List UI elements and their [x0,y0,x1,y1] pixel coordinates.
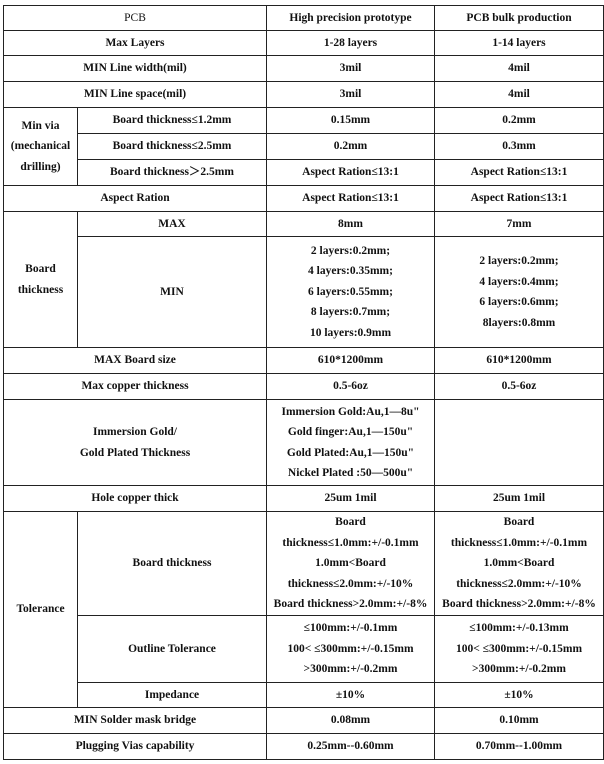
bulk-value: 4mil [435,56,604,82]
label-line: Min via [21,119,60,132]
label-line: Immersion Gold/ [92,426,177,438]
value-line: 8 layers:0.7mm; [310,306,391,319]
prototype-value: ±10% [267,683,435,708]
table-row [4,374,604,400]
prototype-value: 8mm [267,212,435,237]
table-row [4,56,604,82]
bulk-value: 0.5-6oz [435,374,604,400]
sub-label: Board thickness＞2.5mm [78,160,267,186]
value-line: >300mm:+/-0.2mm [472,663,566,676]
value-line: 8layers:0.8mm [482,316,556,329]
label-line: thickness [17,283,64,296]
value-line: ≤100mm:+/-0.13mm [469,622,569,635]
header-prototype: High precision prototype [267,6,435,31]
min-via-label [4,108,78,186]
value-line: Gold Plated:Au,1—150u" [286,446,415,459]
prototype-value: 0.25mm--0.60mm [267,734,435,760]
prototype-value [267,616,435,683]
table-row [4,31,604,56]
prototype-value: 25um 1mil [267,486,435,512]
bulk-value: 610*1200mm [435,348,604,374]
sub-label: Board thickness [78,512,267,616]
tolerance-label: Tolerance [4,512,78,708]
bulk-value: Aspect Ration≤13:1 [435,160,604,186]
header-bulk: PCB bulk production [435,6,604,31]
value-line: 1.0mm<Board [483,557,555,570]
bulk-value: 0.70mm--1.00mm [435,734,604,760]
sub-label: Impedance [78,683,267,708]
table-row [4,616,604,683]
bulk-value [435,237,604,348]
bulk-value: 25um 1mil [435,486,604,512]
prototype-value [267,237,435,348]
value-line: 6 layers:0.55mm; [308,285,393,298]
row-label: Max Layers [4,31,267,56]
row-label: MIN Line space(mil) [4,82,267,108]
bulk-value: 1-14 layers [435,31,604,56]
table-row [4,734,604,760]
gold-thickness-label [4,400,267,486]
value-line: thickness≤1.0mm:+/-0.1mm [282,536,419,549]
label-line: drilling) [20,160,61,173]
value-line: 2 layers:0.2mm; [310,244,391,257]
row-label: Hole copper thick [4,486,267,512]
value-line: thickness≤2.0mm:+/-10% [456,577,582,590]
value-line: 4 layers:0.4mm; [479,275,559,288]
bulk-value: 0.3mm [435,134,604,160]
value-line: Board [335,516,366,529]
value-line: >300mm:+/-0.2mm [303,663,398,676]
prototype-value: 610*1200mm [267,348,435,374]
value-line: 6 layers:0.6mm; [479,296,559,308]
row-label: Aspect Ration [4,186,267,212]
value-line: thickness≤1.0mm:+/-0.1mm [450,536,588,549]
table-row [4,160,604,186]
table-row [4,82,604,108]
value-line: 100< ≤300mm:+/-0.15mm [455,642,583,655]
row-label: Plugging Vias capability [4,734,267,760]
table-row [4,512,604,616]
bulk-value: 0.10mm [435,708,604,734]
value-line: Board [503,516,535,529]
header-pcb: PCB [4,6,267,31]
table-row [4,486,604,512]
value-line: thickness≤2.0mm:+/-10% [287,577,414,590]
sub-label: Outline Tolerance [78,616,267,683]
prototype-value: 0.5-6oz [267,374,435,400]
prototype-value: 3mil [267,82,435,108]
gold-thickness-value [267,400,435,486]
label-line: Gold Plated Thickness [79,446,191,459]
board-thickness-label [4,212,78,348]
value-line: Immersion Gold:Au,1—8u" [281,405,420,418]
value-line: 10 layers:0.9mm [309,326,392,339]
row-label: MAX Board size [4,348,267,374]
pcb-capability-table [3,5,604,760]
table-row [4,108,604,134]
label-line: Board [25,263,56,275]
prototype-value: 3mil [267,56,435,82]
table-row [4,237,604,348]
bulk-value: 0.2mm [435,108,604,134]
bulk-value: 4mil [435,82,604,108]
bulk-value: 7mm [435,212,604,237]
header-row [4,6,604,31]
table-row [4,134,604,160]
table-row [4,186,604,212]
label-line: (mechanical [10,140,71,153]
value-line: 2 layers:0.2mm; [479,255,559,267]
bulk-value-empty [435,400,604,486]
table-row [4,683,604,708]
prototype-value: 0.2mm [267,134,435,160]
table-row [4,212,604,237]
row-label: MIN Solder mask bridge [4,708,267,734]
sub-label: MAX [78,212,267,237]
row-label: Max copper thickness [4,374,267,400]
value-line: Nickel Plated :50—500u" [287,467,414,479]
bulk-value [435,616,604,683]
table-row [4,708,604,734]
bulk-value: ±10% [435,683,604,708]
value-line: Board thickness>2.0mm:+/-8% [442,598,596,611]
prototype-value: 0.08mm [267,708,435,734]
table-row [4,400,604,486]
value-line: 100< ≤300mm:+/-0.15mm [287,642,414,655]
prototype-value [267,512,435,616]
value-line: 4 layers:0.35mm; [308,265,393,278]
prototype-value: Aspect Ration≤13:1 [267,186,435,212]
sub-label: MIN [78,237,267,348]
prototype-value: 0.15mm [267,108,435,134]
table-row [4,348,604,374]
prototype-value: 1-28 layers [267,31,435,56]
sub-label: Board thickness≤2.5mm [78,134,267,160]
value-line: 1.0mm<Board [315,557,386,570]
sub-label: Board thickness≤1.2mm [78,108,267,134]
bulk-value: Aspect Ration≤13:1 [435,186,604,212]
row-label: MIN Line width(mil) [4,56,267,82]
prototype-value: Aspect Ration≤13:1 [267,160,435,186]
value-line: Gold finger:Au,1—150u" [287,426,414,438]
value-line: Board thickness>2.0mm:+/-8% [273,598,428,611]
value-line: ≤100mm:+/-0.1mm [303,622,398,635]
bulk-value [435,512,604,616]
